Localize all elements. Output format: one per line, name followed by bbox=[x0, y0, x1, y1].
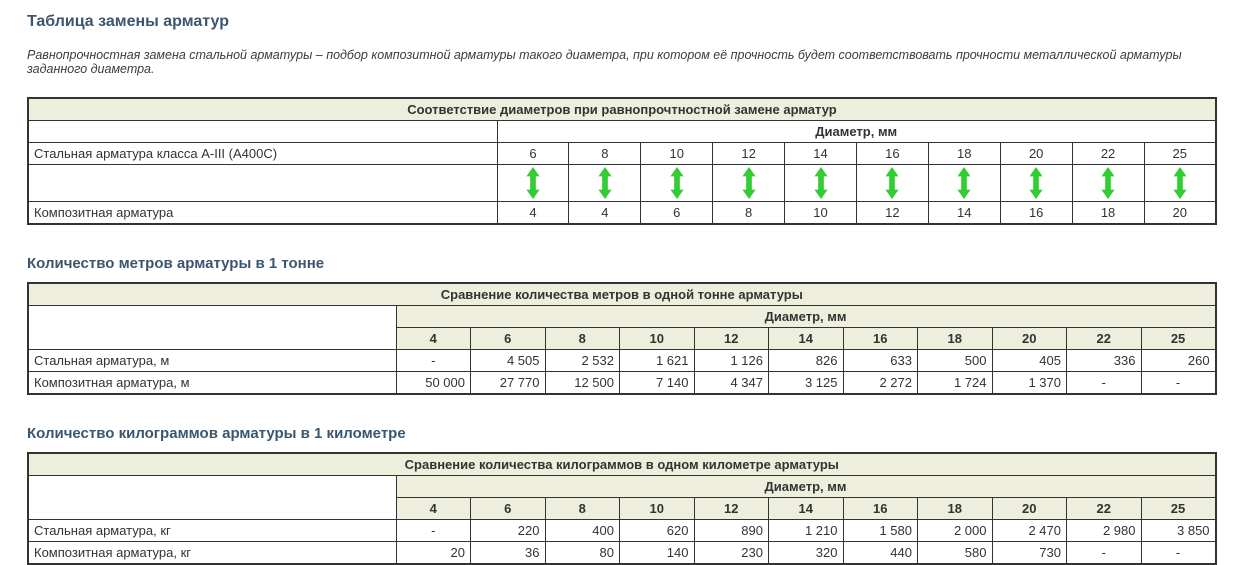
table-title: Сравнение количества метров в одной тонне арматуры bbox=[28, 283, 1216, 306]
table-title: Сравнение количества килограммов в одном километре арматуры bbox=[28, 453, 1216, 476]
steel-value-cell: 1 580 bbox=[843, 520, 918, 542]
composite-diameter-cell: 16 bbox=[1000, 202, 1072, 225]
composite-value-cell: 3 125 bbox=[769, 372, 844, 395]
steel-diameter-cell: 10 bbox=[641, 143, 713, 165]
diameter-header-cell: 14 bbox=[769, 498, 844, 520]
arrow-cell bbox=[1072, 165, 1144, 202]
diameter-header-cell: 20 bbox=[992, 498, 1067, 520]
steel-value-cell: 1 210 bbox=[769, 520, 844, 542]
steel-value-cell: - bbox=[396, 350, 471, 372]
diameter-header-cell: 25 bbox=[1141, 498, 1216, 520]
diameter-header-cell: 6 bbox=[471, 328, 546, 350]
diameter-header-cell: 16 bbox=[843, 498, 918, 520]
replacement-table bbox=[27, 97, 1217, 225]
meters-table bbox=[27, 282, 1217, 395]
composite-values-row bbox=[28, 542, 1216, 565]
arrow-cell bbox=[569, 165, 641, 202]
steel-value-cell: 500 bbox=[918, 350, 993, 372]
arrow-cell bbox=[641, 165, 713, 202]
diameter-header-cell: 14 bbox=[769, 328, 844, 350]
double-vertical-arrow-icon bbox=[812, 167, 830, 199]
composite-value-cell: 320 bbox=[769, 542, 844, 565]
composite-value-cell: 1 724 bbox=[918, 372, 993, 395]
diameter-header-row bbox=[28, 121, 1216, 143]
diameter-header-cell: 6 bbox=[471, 498, 546, 520]
composite-value-cell: 730 bbox=[992, 542, 1067, 565]
arrow-cell bbox=[1144, 165, 1216, 202]
composite-diameter-cell: 20 bbox=[1144, 202, 1216, 225]
kilograms-section-heading: Количество килограммов арматуры в 1 километре bbox=[27, 425, 406, 442]
diameter-header-cell: 12 bbox=[694, 498, 769, 520]
composite-value-cell: 1 370 bbox=[992, 372, 1067, 395]
arrow-cell bbox=[1000, 165, 1072, 202]
composite-diameter-cell: 8 bbox=[713, 202, 785, 225]
composite-value-cell: - bbox=[1141, 372, 1216, 395]
steel-value-cell: 400 bbox=[545, 520, 620, 542]
double-vertical-arrow-icon bbox=[668, 167, 686, 199]
empty-cell bbox=[28, 121, 497, 143]
double-vertical-arrow-icon bbox=[883, 167, 901, 199]
diameter-header-cell: 8 bbox=[545, 328, 620, 350]
steel-value-cell: - bbox=[396, 520, 471, 542]
steel-value-cell: 2 000 bbox=[918, 520, 993, 542]
steel-value-cell: 633 bbox=[843, 350, 918, 372]
composite-value-cell: 12 500 bbox=[545, 372, 620, 395]
double-vertical-arrow-icon bbox=[524, 167, 542, 199]
diameter-header-cell: 12 bbox=[694, 328, 769, 350]
steel-diameter-cell: 22 bbox=[1072, 143, 1144, 165]
arrow-cell bbox=[497, 165, 569, 202]
composite-diameter-cell: 4 bbox=[569, 202, 641, 225]
composite-diameters-row bbox=[28, 202, 1216, 225]
diameter-header-cell: 8 bbox=[545, 498, 620, 520]
table-title-row bbox=[28, 453, 1216, 476]
kilograms-table bbox=[27, 452, 1217, 565]
steel-value-cell: 405 bbox=[992, 350, 1067, 372]
composite-value-cell: 50 000 bbox=[396, 372, 471, 395]
composite-diameter-cell: 4 bbox=[497, 202, 569, 225]
double-vertical-arrow-icon bbox=[596, 167, 614, 199]
composite-value-cell: 440 bbox=[843, 542, 918, 565]
page-title: Таблица замены арматур bbox=[27, 13, 229, 30]
diameter-header-cell: 4 bbox=[396, 328, 471, 350]
diameter-header-cell: 18 bbox=[918, 498, 993, 520]
arrows-row bbox=[28, 165, 1216, 202]
diameter-header-cell: 25 bbox=[1141, 328, 1216, 350]
diameter-header-cell: 4 bbox=[396, 498, 471, 520]
steel-value-cell: 260 bbox=[1141, 350, 1216, 372]
table-title-row bbox=[28, 98, 1216, 121]
intro-text: Равнопрочностная замена стальной арматуры – подбор композитной арматуры такого диаметра, при котором её прочность будет соответствовать прочности металлической арматуры заданного диаметра. bbox=[27, 48, 1182, 76]
empty-cell bbox=[28, 476, 396, 520]
steel-diameter-cell: 8 bbox=[569, 143, 641, 165]
diameter-header-cell: 10 bbox=[620, 498, 695, 520]
composite-diameter-cell: 14 bbox=[928, 202, 1000, 225]
steel-value-cell: 2 470 bbox=[992, 520, 1067, 542]
double-vertical-arrow-icon bbox=[955, 167, 973, 199]
composite-value-cell: 140 bbox=[620, 542, 695, 565]
steel-value-cell: 890 bbox=[694, 520, 769, 542]
empty-cell bbox=[28, 306, 396, 350]
arrow-cell bbox=[856, 165, 928, 202]
steel-value-cell: 1 621 bbox=[620, 350, 695, 372]
diameter-header-cell: 18 bbox=[918, 328, 993, 350]
composite-diameter-cell: 18 bbox=[1072, 202, 1144, 225]
meters-section-heading: Количество метров арматуры в 1 тонне bbox=[27, 255, 325, 272]
diameter-header-row bbox=[28, 306, 1216, 328]
steel-row-label: Стальная арматура, кг bbox=[28, 520, 396, 542]
arrow-cell bbox=[785, 165, 857, 202]
double-vertical-arrow-icon bbox=[1099, 167, 1117, 199]
arrow-cell bbox=[928, 165, 1000, 202]
steel-diameter-cell: 14 bbox=[785, 143, 857, 165]
composite-row-label: Композитная арматура bbox=[28, 202, 497, 225]
steel-value-cell: 620 bbox=[620, 520, 695, 542]
composite-value-cell: 36 bbox=[471, 542, 546, 565]
table-title: Соответствие диаметров при равнопрочтностной замене арматур bbox=[28, 98, 1216, 121]
steel-diameter-cell: 16 bbox=[856, 143, 928, 165]
steel-values-row bbox=[28, 350, 1216, 372]
composite-row-label: Композитная арматура, м bbox=[28, 372, 396, 395]
composite-value-cell: - bbox=[1067, 372, 1142, 395]
steel-value-cell: 3 850 bbox=[1141, 520, 1216, 542]
composite-diameter-cell: 10 bbox=[785, 202, 857, 225]
diameter-header-cell: 20 bbox=[992, 328, 1067, 350]
diameter-header-cell: 22 bbox=[1067, 328, 1142, 350]
steel-row-label: Стальная арматура, м bbox=[28, 350, 396, 372]
steel-values-row bbox=[28, 520, 1216, 542]
steel-value-cell: 4 505 bbox=[471, 350, 546, 372]
composite-values-row bbox=[28, 372, 1216, 395]
steel-diameters-row bbox=[28, 143, 1216, 165]
composite-value-cell: 2 272 bbox=[843, 372, 918, 395]
diameter-header-row bbox=[28, 476, 1216, 498]
composite-row-label: Композитная арматура, кг bbox=[28, 542, 396, 565]
diameter-header: Диаметр, мм bbox=[396, 476, 1216, 498]
composite-value-cell: 27 770 bbox=[471, 372, 546, 395]
double-vertical-arrow-icon bbox=[740, 167, 758, 199]
steel-diameter-cell: 20 bbox=[1000, 143, 1072, 165]
composite-diameter-cell: 12 bbox=[856, 202, 928, 225]
composite-value-cell: 580 bbox=[918, 542, 993, 565]
composite-value-cell: 7 140 bbox=[620, 372, 695, 395]
steel-value-cell: 1 126 bbox=[694, 350, 769, 372]
steel-value-cell: 220 bbox=[471, 520, 546, 542]
steel-diameter-cell: 12 bbox=[713, 143, 785, 165]
steel-diameter-cell: 18 bbox=[928, 143, 1000, 165]
steel-value-cell: 2 532 bbox=[545, 350, 620, 372]
table-title-row bbox=[28, 283, 1216, 306]
composite-value-cell: 4 347 bbox=[694, 372, 769, 395]
composite-value-cell: - bbox=[1067, 542, 1142, 565]
diameter-header-cell: 22 bbox=[1067, 498, 1142, 520]
steel-value-cell: 2 980 bbox=[1067, 520, 1142, 542]
double-vertical-arrow-icon bbox=[1171, 167, 1189, 199]
steel-value-cell: 826 bbox=[769, 350, 844, 372]
composite-diameter-cell: 6 bbox=[641, 202, 713, 225]
composite-value-cell: 20 bbox=[396, 542, 471, 565]
diameter-header: Диаметр, мм bbox=[497, 121, 1216, 143]
composite-value-cell: - bbox=[1141, 542, 1216, 565]
composite-value-cell: 80 bbox=[545, 542, 620, 565]
diameter-header-cell: 16 bbox=[843, 328, 918, 350]
steel-row-label: Стальная арматура класса А-III (А400С) bbox=[28, 143, 497, 165]
arrow-cell bbox=[713, 165, 785, 202]
double-vertical-arrow-icon bbox=[1027, 167, 1045, 199]
steel-diameter-cell: 6 bbox=[497, 143, 569, 165]
steel-value-cell: 336 bbox=[1067, 350, 1142, 372]
diameter-header-cell: 10 bbox=[620, 328, 695, 350]
diameter-header: Диаметр, мм bbox=[396, 306, 1216, 328]
composite-value-cell: 230 bbox=[694, 542, 769, 565]
empty-cell bbox=[28, 165, 497, 202]
steel-diameter-cell: 25 bbox=[1144, 143, 1216, 165]
